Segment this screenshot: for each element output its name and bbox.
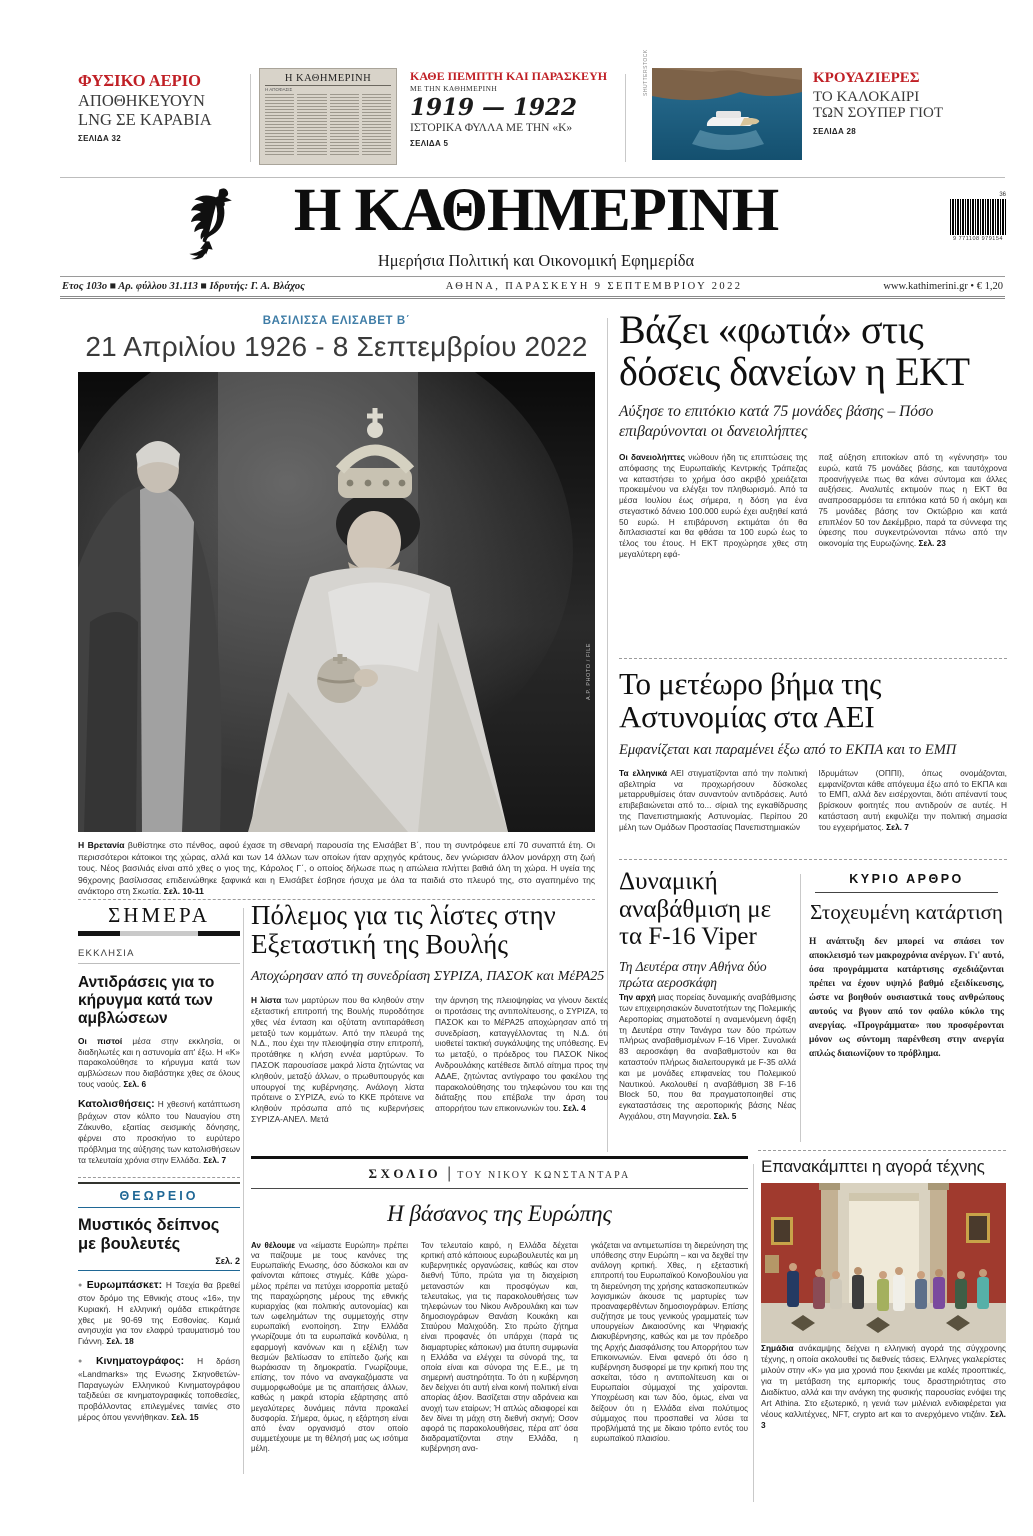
divider — [250, 74, 251, 162]
bullet-icon: ● — [78, 1282, 84, 1290]
promo-history-kicker: ΚΑΘΕ ΠΕΜΠΤΗ ΚΑΙ ΠΑΡΑΣΚΕΥΗ — [410, 69, 608, 83]
commentary-byline: ΤΟΥ ΝΙΚΟΥ ΚΩΝΣΤΑΝΤΑΡΑ — [457, 1170, 631, 1181]
article-ecb-col2: παξ αύξηση επιτοκίων από τη «γέννηση» του ευρώ, κατά 75 μονάδες βάσης, και ταυτόχρονα προανήγγειλε πως θα κάνει σύντομα και άλλες αυξήσεις. Αναλυτές εκτιμούν πως η ΕΚΤ θα αναπροσαρμόσει τα επιτόκια κατά 50 ή ακόμη και 75 μονάδες βάσης τον Οκτώβριο και κατά επιπλέον 50 τον Δεκέμβριο, παρά τα σύννεφα της ύφεσης που συγκεντρώνονται πάνω από την οικονομία της Ευρωζώνης. Σελ. 23 — [818, 451, 1007, 549]
barcode — [950, 192, 1006, 242]
section-label-ekklisia: ΕΚΚΛΗΣΙΑ — [78, 948, 240, 964]
theoreio-headline: Μυστικός δείπνος με βουλευτές — [78, 1216, 220, 1254]
theoreio-label: ΘΕΩΡΕΙΟ — [78, 1184, 240, 1208]
dateline-issue-info: Ετος 103ο ■ Αρ. φύλλου 31.113 ■ Ιδρυτής: Γ. Α. Βλάχος — [62, 281, 305, 292]
theoreio-item-1: ● Ευρωμπάσκετ: Η Τσεχία θα βρεθεί στον δρόμο της Εθνικής στους «16», την Κυριακή. Η ελληνική ομάδα επικράτησε χθες με 90-69 της Εσθονίας. Καμιά ανησυχία για τον ελαφρύ τραυματισμό του Γιάννη. Σελ. 18 — [78, 1279, 240, 1347]
dateline-date: ΑΘΗΝΑ, ΠΑΡΑΣΚΕΥΗ 9 ΣΕΠΤΕΜΒΡΙΟΥ 2022 — [445, 281, 743, 292]
column-divider — [800, 874, 801, 1142]
thumbnail-masthead: Η ΚΑΘΗΜΕΡΙΝΗ — [265, 73, 391, 86]
article-police-body — [619, 768, 1007, 833]
theoreio-page: Σελ. 2 — [215, 1256, 240, 1267]
divider — [625, 74, 626, 162]
sidebar-item-1: Οι πιστοί μέσα στην εκκλησία, οι διαδηλωτές και η αστυνομία απ' έξω. Η «Κ» παρακολούθησε το κήρυγμα κατά των αμβλώσεων που διαβάστηκε χθες σε όλους τους ναούς. Σελ. 6 — [78, 1035, 240, 1090]
thumbnail-columns — [265, 94, 391, 156]
commentary-col3: γκάζεται να αντιμετωπίσει τη διερεύνηση της υπόθεσης στην Ευρώπη – και να δεχθεί την ανάλογη κριτική. Χθες, η εξεταστική επιτροπή του Ευρωπαϊκού Κοινοβουλίου για τη διερεύνηση της χρήσης κατασκοπευτικών λογισμικών άκουσε τις μαρτυρίες των προαναφερθέντων δημοσιογράφων. Επίσης συζήτησε με τους γενικούς γραμματείς των υπουργείων Δικαιοσύνης και Ψηφιακής Διακυβέρνησης, καθώς και με τον πρόεδρο της Αρχής Διασφάλισης του Απορρήτου των Επικοινωνιών. Είναι φανερό ότι όσο η κυβέρνηση δυσφορεί με την κριτική που της ασκείται, τόσο η αντιπολίτευση και οι Ευρωπαίοι σύμμαχοί της χαίρονται. Υποχρέωση και των δύο, όμως, είναι να δείξουν ότι η Ελλάδα είναι πολύτιμος σύμμαχος που προσπαθεί να λύσει τα προβλήματά της με δίκαιο τρόπο εντός του ευρωπαϊκού πλαισίου. — [591, 1241, 748, 1443]
promo-history-line2: ΜΕ ΤΗΝ ΚΑΘΗΜΕΡΙΝΗ — [410, 84, 498, 94]
decorative-bar — [78, 931, 240, 936]
commentary-col2: Τον τελευταίο καιρό, η Ελλάδα δέχεται κριτική από κάποιους ευρωβουλευτές και μη κυβερνητικές οργανώσεις, καθώς και στον διεθνή Τύπο, πρώτα για τη διαχείριση μεταναστών και προσφύγων και, τελευταίως, για τις παρακολουθήσεις των τηλεφώνων του Νίκου Ανδρουλάκη και των δημοσιογράφων Θανάση Κουκάκη και Σταύρου Μαλιχούδη. Στο πρώτο ζήτημα είναι προφανές ότι υπάρχει (παρά τις διαμαρτυρίες κάποιων) μια άτυπη συμφωνία η Ελλάδα να ελέγχει τα σύνορά της, τα οποία είναι και σύνορα της Ε.Ε., με τη σημερινή αυστηρότητα. Το ότι η κυβέρνηση δεν δείχνει ότι αυτή είναι κοινή πολιτική είναι απορίας άξιον. Βασίζεται στην αδράνεια και ανοχή των εταίρων; Ή απλώς αδιαφορεί και δεν δίνει τη μάχη στη διεθνή σκηνή; Οσον αφορά τις παρακολουθήσεις, πέρα απ' όσα διαδραματίζονται στην Ελλάδα, η κυβέρνηση ανα- — [421, 1241, 578, 1454]
sidebar-item-2: Κατολισθήσεις: Η χθεσινή κατάπτωση βράχων στον κόλπο του Ναυαγίου στη Ζάκυνθο, εξαιτίας σεισμικής δόνησης, φέρνει στο προσκήνιο το ευρύτερο πρόβλημα της αύξησης των κατολισθήσεων τα τελευταία χρόνια στην Ελλάδα. Σελ. 7 — [78, 1097, 240, 1165]
commentary-title: Η βάσανος της Ευρώπης — [387, 1201, 612, 1226]
article-ecb-subhead: Αύξησε το επιτόκιο κατά 75 μονάδες βάσης – Πόσο επιβαρύνονται οι δανειολήπτες — [619, 403, 934, 440]
thumbnail-subhead: Η ΑΠΟΦΑΣΙΣ — [265, 87, 293, 92]
article-ecb-col1: Οι δανειολήπτες νιώθουν ήδη τις επιπτώσεις της απόφασης της Ευρωπαϊκής Κεντρικής Τράπεζας να καταστήσει το χρήμα όσο ακριβό χρειάζεται προκειμένου να ελέγξει τον πληθωρισμό. Από τα μέσα Ιουλίου έως σήμερα, η δόση για ένα στεγαστικό δάνειο 100.000 ευρώ έχει αυξηθεί κατά 50 ευρώ. Η επιβάρυνση εκτιμάται ότι θα διπλασιαστεί και θα φθάσει τα 100 ευρώ έως το τέλος του έτους. Η ΕΚΤ προχώρησε χθες στη μεγαλύτερη εφά- — [619, 451, 808, 559]
article-vouli-body — [251, 995, 608, 1124]
promo-gas — [78, 72, 246, 143]
queen-elizabeth-photo — [78, 372, 595, 832]
promo-history-page: ΣΕΛΙΔΑ 5 — [410, 139, 449, 149]
commentary-header — [251, 1159, 748, 1188]
promo-gas-title: ΑΠΟΘΗΚΕΥΟΥΝ LNG ΣΕ ΚΑΡΑΒΙΑ — [78, 91, 212, 129]
dashed-rule — [78, 1177, 240, 1178]
rule — [78, 1270, 240, 1271]
promo-cruises — [813, 70, 1005, 136]
yacht-photo-credit: SHUTTERSTOCK — [643, 49, 649, 96]
article-vouli — [251, 901, 608, 1125]
article-ecb — [619, 309, 1007, 560]
dateline-site-price: www.kathimerini.gr • € 1,20 — [883, 281, 1003, 292]
sidebar-theoreio — [78, 1182, 240, 1422]
theoreio-item-2: ● Κινηματογράφος: Η δράση «Landmarks» της Ενωσης Σκηνοθετών-Παραγωγών Ελληνικού Κινηματογράφου ταξιδεύει σε κινηματογραφικές τοποθεσίες, προβάλλοντας επιλεγμένες ταινίες στο μέρος όπου γεννήθηκαν. Σελ. 15 — [78, 1355, 240, 1422]
article-f16 — [619, 868, 796, 1122]
historic-newspaper-thumbnail — [259, 68, 397, 165]
article-vouli-col1: Η λίστα των μαρτύρων που θα κληθούν στην εξεταστική επιτροπή της Βουλής πυροδότησε χθες νέα ένταση και οξύτατη αντιπαράθεση μεταξύ των κομμάτων. Από την πλευρά της Ν.Δ., που έχει την πλειοψηφία στην επιτροπή, προτάθηκε η κλήση εννέα μαρτύρων. Το ΠΑΣΟΚ παρουσίασε μακρά λίστα ζητώντας να κληθούν, μεταξύ άλλων, ο πρωθυπουργός και υπουργοί της κυβέρνησης. Ανάλογη λίστα πρότεινε ο ΣΥΡΙΖΑ, ενώ το ΚΚΕ πρότεινε να κληθούν πρόσωπα από τις κυβερνήσεις ΣΥΡΙΖΑ-ΑΝΕΛ. Μετά — [251, 995, 424, 1124]
newspaper-subtitle: Ημερήσια Πολιτική και Οικονομική Εφημερίδα — [377, 251, 695, 270]
article-police-col1: Τα ελληνικά ΑΕΙ στιγματίζονται από την πολιτική αβελτηρία να προχωρήσουν δύσκολες μεταρρυθμίσεις όταν συναντούν αντιδράσεις. Αυτό επιβεβαιώνεται από το... σίριαλ της εγκαθίδρυσης της Πανεπιστημιακής Αστυνομίας. Περίπου 20 μέλη των Ομάδων Προστασίας Πανεπιστημιακών — [619, 767, 808, 832]
dashed-rule — [619, 859, 1007, 860]
promo-cruises-title: ΤΟ ΚΑΛΟΚΑΙΡΙ ΤΩΝ ΣΟΥΠΕΡ ΓΙΟΤ — [813, 88, 944, 122]
article-ecb-body — [619, 452, 1007, 560]
separator: | — [447, 1165, 452, 1182]
issue-number: 36 — [999, 192, 1006, 198]
yacht-photo — [652, 68, 802, 160]
griffin-logo-icon — [186, 186, 236, 260]
commentary-label: ΣΧΟΛΙΟ — [368, 1166, 442, 1181]
article-vouli-col2: την άρνηση της πλειοψηφίας να γίνουν δεκτές οι προτάσεις της αντιπολίτευσης, ο ΣΥΡΙΖΑ, το ΠΑΣΟΚ και το ΜέΡΑ25 αποχώρησαν από τη συνεδρίαση, καταγγέλλοντας τη Ν.Δ. ότι υιοθετεί τακτική συγκάλυψης της υπόθεσης. Εν τω μεταξύ, ο πρόεδρος του ΠΑΣΟΚ Νίκος Ανδρουλάκης κατέθεσε διπλό αίτημα προς την ΑΔΑΕ, ζητώντας αντίγραφο του φακέλου της παρακολούθησης του τηλεφώνου του και της διάταξης που επέβαλε την άρση του απορρήτου των επικοινωνιών του. Σελ. 4 — [435, 995, 608, 1114]
promo-cruises-kicker: ΚΡΟΥΑΖΙΕΡΕΣ — [813, 70, 920, 86]
sidebar-simera-title: ΣΗΜΕΡΑ — [108, 903, 210, 927]
column-divider — [753, 1164, 754, 1502]
article-ecb-headline: Βάζει «φωτιά» στις δόσεις δανείων η ΕΚΤ — [619, 307, 970, 394]
article-art-market — [761, 1157, 1006, 1431]
article-vouli-headline: Πόλεμος για τις λίστες στην Εξεταστική της Βουλής — [251, 900, 556, 960]
sidebar-simera — [78, 903, 240, 1423]
promo-history-line3: ΙΣΤΟΡΙΚΑ ΦΥΛΛΑ ΜΕ ΤΗΝ «Κ» — [410, 122, 573, 135]
commentary-col1: Αν θέλουμε να «είμαστε Ευρώπη» πρέπει να παίζουμε με τους κανόνες της Ευρωπαϊκής Ενωσης, όσο δύσκολοι και αν φαίνονται κάποιες στιγμές. Κάθε χώρα-μέλος πρέπει να πετύχει ισορροπία μεταξύ της παραχώρησης μέρους της εθνικής κυριαρχίας (και πολιτικής αυτονομίας) και των ωφελημάτων της συμμετοχής στην ευρωπαϊκή ενοποίηση. Στην Ελλάδα γνωρίζουμε ότι τα ευρωπαϊκά κονδύλια, η εφαρμογή κανόνων και η εξέλιξη των θεσμών βελτίωσαν το επίπεδο ζωής και θωράκισαν τη δημοκρατία. Γνωρίζουμε, επίσης, τον πόνο να αναγκαζόμαστε να συμμορφωθούμε με τις απαιτήσεις άλλων, καθώς η μακρά ιστορία εξάρτησης από μεγαλύτερες δυνάμεις πάντα προκαλεί δυσφορία. Σήμερα, όμως, η εξάρτηση είναι από έναν οργανισμό στον οποίο συμμετέχουμε με τη θέλησή μας ως ισότιμα μέλη. — [251, 1241, 408, 1454]
promo-gas-kicker: ΦΥΣΙΚΟ ΑΕΡΙΟ — [78, 71, 202, 90]
promo-history — [410, 70, 618, 148]
barcode-number: 9 771108 979154 — [953, 236, 1003, 242]
newspaper-title: Η ΚΑΘΗΜΕΡΙΝΗ — [293, 177, 779, 244]
rule — [815, 892, 998, 893]
promo-cruises-page: ΣΕΛΙΔΑ 28 — [813, 127, 857, 137]
editorial-box — [807, 872, 1006, 1062]
article-f16-body: Την αρχή μιας πορείας δυναμικής αναβάθμισης των επιχειρησιακών δυνατοτήτων της Πολεμικής Αεροπορίας σηματοδοτεί η αναμενόμενη άφιξη τη Δευτέρα στην Τανάγρα των δύο πρώτων πλήρως αναβαθμισμένων F-16 Viper. Συνολικά 83 αεροσκάφη θα αναβαθμιστούν και θα καταστούν πλήρως διαλειτουργικά με F-35 αλλά και με μονάδες επιφανείας του Πολεμικού Ναυτικού. Ακολουθεί η αναβάθμιση 38 F-16 Block 50, που θα πραγματοποιηθεί στις εγκαταστάσεις της αεροπορικής βάσης Νέας Αγχιάλου, στη Μαγνησία. Σελ. 5 — [619, 992, 796, 1121]
article-f16-headline: Δυναμική αναβάθμιση με τα F-16 Viper — [619, 868, 772, 950]
sidebar-headline: Αντιδράσεις για το κήρυγμα κατά των αμβλώσεων — [78, 974, 215, 1027]
bullet-icon: ● — [78, 1358, 93, 1366]
article-vouli-subhead: Αποχώρησαν από τη συνεδρίαση ΣΥΡΙΖΑ, ΠΑΣΟΚ και ΜέΡΑ25 — [251, 968, 605, 984]
article-art-headline: Επανακάμπτει η αγορά τέχνης — [761, 1157, 985, 1176]
dashed-rule — [758, 1150, 1006, 1151]
art-gallery-photo — [761, 1183, 1006, 1343]
yacht-illustration — [652, 68, 802, 160]
commentary-body — [251, 1241, 748, 1454]
barcode-stripes — [950, 199, 1006, 235]
article-police-col2: Ιδρυμάτων (ΟΠΠΙ), όπως ονομάζονται, εμφανίζονται κάθε απόγευμα έξω από το ΕΚΠΑ και το ΕΜΠ, αλλά δεν εισέρχονται, διότι απέναντί τους βρίσκουν φοιτητές που αντιδρούν σε αυτές. Η κατάσταση αυτή εκφυλίζει την πολιτική σημασία του εγχειρήματος. Σελ. 7 — [818, 767, 1007, 832]
queen-kicker: ΒΑΣΙΛΙΣΣΑ ΕΛΙΣΑΒΕΤ Β΄ — [262, 315, 411, 327]
rule — [251, 1188, 748, 1189]
editorial-body: Η ανάπτυξη δεν μπορεί να σπάσει τον αποκλεισμό των μακροχρόνια ανέργων. Γι' αυτό, όσα προγράμματα κατάρτισης σχεδιάζονται πρέπει να έχουν υψηλό βαθμό εξειδίκευσης, ώστε να βοηθούν ουσιαστικά τους ανθρώπους αυτούς να βγουν από τον φαύλο κύκλο της ανεργίας. «Προγράμματα» που προσφέρονται μόνον ως σύντομη παρένθεση στην ανεργία απλώς διαιωνίζουν το πρόβλημα. — [809, 936, 1004, 1060]
article-police-headline: Το μετέωρο βήμα της Αστυνομίας στα ΑΕΙ — [619, 666, 882, 734]
editorial-title: Στοχευμένη κατάρτιση — [810, 900, 1003, 924]
art-caption: Σημάδια ανάκαμψης δείχνει η ελληνική αγορά της σύγχρονης τέχνης, η οποία ακολουθεί τις διεθνείς τάσεις. Ελληνες γκαλερίστες μιλούν στην «Κ» για μια χρονιά που ξεκινάει με καλές προοπτικές, για τη μετάβαση της εμπορικής τους δραστηριότητας στο Διαδίκτυο, αλλά και την ανάγκη της φυσικής παρουσίας ενόψει της Art Athina. Στο εξωτερικό, η γενιά των μιλένιαλ ενδιαφέρεται για νέους καλλιτέχνες, NFT, crypto art και το ανερχόμενο ντιζάιν. Σελ. 3 — [761, 1343, 1006, 1430]
column-divider — [243, 908, 244, 1474]
queen-caption: Η Βρετανία βυθίστηκε στο πένθος, αφού έχασε τη σθεναρή παρουσία της Ελισάβετ Β΄, που τη συντρόφευε επί 70 συναπτά έτη. Οι περισσότεροι κάτοικοι της χώρας, αλλά και των 14 άλλων των οποίων ήταν αρχηγός κράτους, δεν γνώρισαν άλλον μονάρχη στη ζωή τους. Νέος βασιλιάς είναι από χθες ο γιος της, Κάρολος Γ΄, ο οποίος δήλωσε πως η απώλεια πλήττει βαθιά όλη τη χώρα. Η υγεία της 96χρονης βασίλισσας επιδεινώθηκε ξαφνικά και η Ελισάβετ έσβησε ήσυχα με όλα τα παιδιά στο πλευρό της, στο αγαπημένο της ανάκτορο στη Σκωτία. Σελ. 10-11 — [78, 840, 595, 897]
commentary-section — [251, 1156, 748, 1454]
article-f16-subhead: Τη Δευτέρα στην Αθήνα δύο πρώτα αεροσκάφη — [619, 958, 767, 991]
queen-photo-credit: A.P. PHOTO / FILE — [586, 642, 592, 700]
article-police-subhead: Εμφανίζεται και παραμένει έξω από το ΕΚΠΑ και το ΕΜΠ — [619, 741, 957, 758]
dateline — [60, 276, 1005, 299]
promo-gas-page: ΣΕΛΙΔΑ 32 — [78, 134, 122, 144]
dashed-rule — [619, 658, 1007, 659]
promo-history-years: 1919 — 1922 — [410, 94, 578, 122]
article-police — [619, 668, 1007, 833]
editorial-label: ΚΥΡΙΟ ΑΡΘΡΟ — [849, 872, 964, 886]
queen-dates-title: 21 Απριλίου 1926 - 8 Σεπτεμβρίου 2022 — [85, 331, 588, 362]
